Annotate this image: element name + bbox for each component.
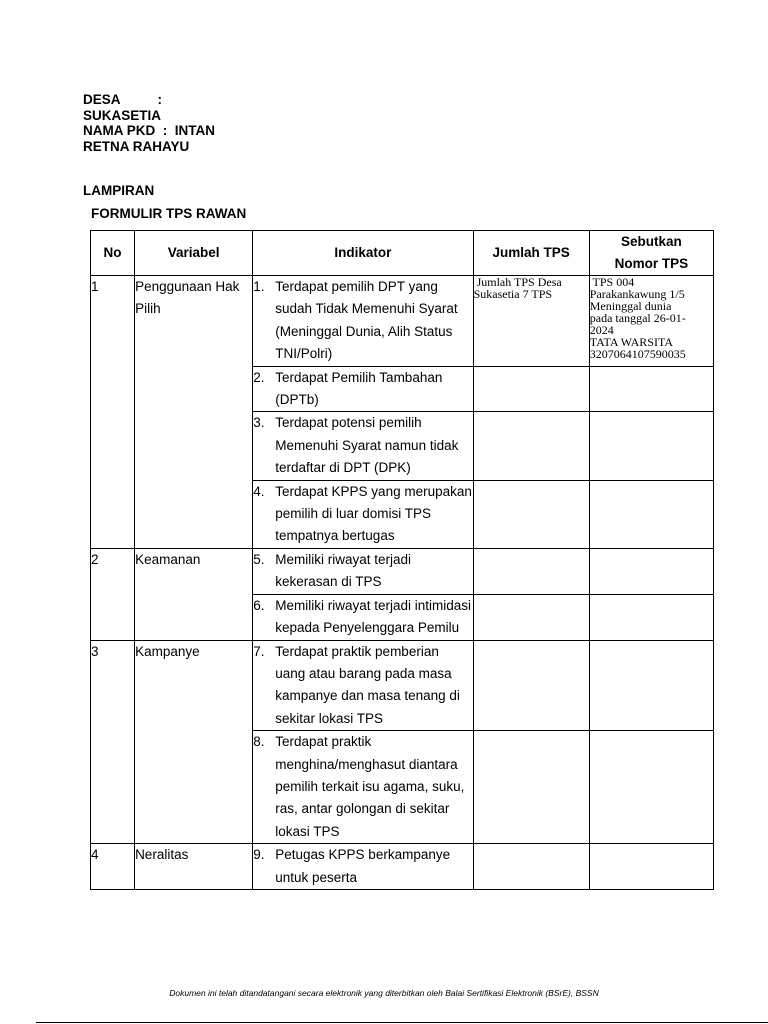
pkd-label: NAMA PKD : INTAN bbox=[83, 123, 215, 138]
indikator-number: 7. bbox=[253, 643, 265, 659]
nomor-tps-cell bbox=[589, 366, 713, 412]
indikator-item bbox=[253, 844, 472, 889]
indikator-text: Terdapat Pemilih Tambahan (DPTb) bbox=[275, 369, 443, 408]
indikator-cell bbox=[253, 844, 473, 890]
lampiran-heading: LAMPIRAN bbox=[83, 183, 155, 198]
table-row bbox=[91, 548, 714, 594]
jumlah-tps-cell bbox=[473, 640, 589, 731]
nomor-tps-cell bbox=[589, 548, 713, 594]
row-number: 2 bbox=[91, 548, 135, 640]
nomor-tps-line: TATA WARSITA bbox=[589, 335, 673, 349]
table-row bbox=[91, 640, 714, 731]
nomor-tps-line: 2024 bbox=[589, 323, 614, 337]
nomor-tps-cell bbox=[589, 594, 713, 640]
indikator-number: 3. bbox=[253, 415, 265, 431]
indikator-number: 2. bbox=[253, 369, 265, 385]
indikator-cell bbox=[253, 276, 473, 367]
indikator-text: Terdapat KPPS yang merupakan pemilih di luar domisi TPS tempatnya bertugas bbox=[275, 483, 472, 544]
desa-label: DESA : bbox=[83, 92, 163, 107]
indikator-text: Memiliki riwayat terjadi intimidasi kepada Penyelenggara Pemilu bbox=[275, 597, 472, 636]
indikator-item bbox=[253, 731, 472, 843]
form-title: FORMULIR TPS RAWAN bbox=[91, 206, 247, 221]
footer-divider bbox=[36, 1022, 768, 1023]
variabel-cell: Neralitas bbox=[135, 844, 253, 890]
indikator-number: 5. bbox=[253, 551, 265, 567]
indikator-text: Terdapat potensi pemilih Memenuhi Syarat namun tidak terdaftar di DPT (DPK) bbox=[275, 415, 459, 476]
variabel-cell: Keamanan bbox=[135, 548, 253, 640]
indikator-item bbox=[253, 276, 472, 366]
indikator-number: 8. bbox=[253, 734, 265, 750]
indikator-item bbox=[253, 412, 472, 479]
jumlah-tps-cell bbox=[473, 412, 589, 480]
indikator-number: 9. bbox=[253, 847, 265, 863]
indikator-number: 4. bbox=[253, 483, 265, 499]
nomor-tps-cell bbox=[589, 412, 713, 480]
jumlah-tps-cell bbox=[473, 844, 589, 890]
indikator-text: Petugas KPPS berkampanye untuk peserta bbox=[275, 847, 451, 885]
indikator-number: 1. bbox=[253, 279, 265, 294]
nomor-tps-cell bbox=[589, 480, 713, 548]
row-number: 3 bbox=[91, 640, 135, 844]
jumlah-tps-cell bbox=[473, 548, 589, 594]
variabel-cell: Penggunaan Hak Pilih bbox=[135, 276, 253, 549]
indikator-item bbox=[253, 641, 472, 731]
header-nomor-line1: Sebutkan bbox=[621, 234, 682, 249]
desa-value: SUKASETIA bbox=[83, 107, 162, 123]
nomor-tps-cell bbox=[589, 844, 713, 890]
header-nomor-line2: Nomor TPS bbox=[614, 256, 689, 271]
jumlah-tps-cell bbox=[473, 276, 589, 367]
nomor-tps-line: pada tanggal 26-01- bbox=[589, 311, 686, 325]
pkd-value: RETNA RAHAYU bbox=[83, 138, 190, 154]
indikator-item bbox=[253, 481, 472, 548]
nomor-tps-line: Meninggal dunia bbox=[589, 299, 672, 313]
variabel-cell: Kampanye bbox=[135, 640, 253, 844]
indikator-cell bbox=[253, 412, 473, 480]
nomor-tps-line: TPS 004 bbox=[589, 275, 635, 289]
table-header-row bbox=[91, 231, 714, 276]
nomor-tps-cell bbox=[589, 731, 713, 844]
table-row bbox=[91, 844, 714, 890]
indikator-number: 6. bbox=[253, 597, 265, 613]
nomor-tps-line: 3207064107590035 bbox=[589, 347, 686, 361]
tps-rawan-table bbox=[90, 230, 714, 890]
jumlah-tps-line: Sukasetia 7 TPS bbox=[473, 287, 553, 301]
indikator-text: Terdapat praktik menghina/menghasut diantara pemilih terkait isu agama, suku, ras, antar golongan di sekitar lokasi TPS bbox=[275, 734, 465, 839]
row-number: 1 bbox=[91, 276, 135, 549]
indikator-text: Memiliki riwayat terjadi kekerasan di TPS bbox=[275, 551, 412, 590]
header-block bbox=[83, 92, 215, 154]
indikator-text: Terdapat pemilih DPT yang sudah Tidak Memenuhi Syarat (Meninggal Dunia, Alih Status TNI/Polri) bbox=[275, 279, 458, 362]
indikator-item bbox=[253, 595, 472, 640]
nomor-tps-cell bbox=[589, 640, 713, 731]
indikator-item bbox=[253, 549, 472, 594]
jumlah-tps-cell bbox=[473, 480, 589, 548]
nomor-tps-cell bbox=[589, 276, 713, 367]
indikator-cell bbox=[253, 640, 473, 731]
jumlah-tps-line: Jumlah TPS Desa bbox=[473, 275, 562, 289]
indikator-cell bbox=[253, 548, 473, 594]
header-jumlah-tps: Jumlah TPS bbox=[473, 231, 589, 276]
jumlah-tps-cell bbox=[473, 366, 589, 412]
footer-note: Dokumen ini telah ditandatangani secara elektronik yang diterbitkan oleh Balai Sertifikasi Elektronik (BSrE), BSSN bbox=[169, 988, 599, 998]
indikator-cell bbox=[253, 366, 473, 412]
header-indikator: Indikator bbox=[253, 231, 473, 276]
indikator-cell bbox=[253, 731, 473, 844]
table-row bbox=[91, 276, 714, 367]
indikator-cell bbox=[253, 594, 473, 640]
nomor-tps-line: Parakankawung 1/5 bbox=[589, 287, 685, 301]
header-nomor-tps bbox=[589, 231, 713, 276]
indikator-cell bbox=[253, 480, 473, 548]
indikator-item bbox=[253, 367, 472, 412]
indikator-text: Terdapat praktik pemberian uang atau barang pada masa kampanye dan masa tenang di sekitar lokasi TPS bbox=[275, 643, 460, 726]
header-variabel: Variabel bbox=[135, 231, 253, 276]
jumlah-tps-cell bbox=[473, 731, 589, 844]
header-no: No bbox=[91, 231, 135, 276]
row-number: 4 bbox=[91, 844, 135, 890]
jumlah-tps-cell bbox=[473, 594, 589, 640]
